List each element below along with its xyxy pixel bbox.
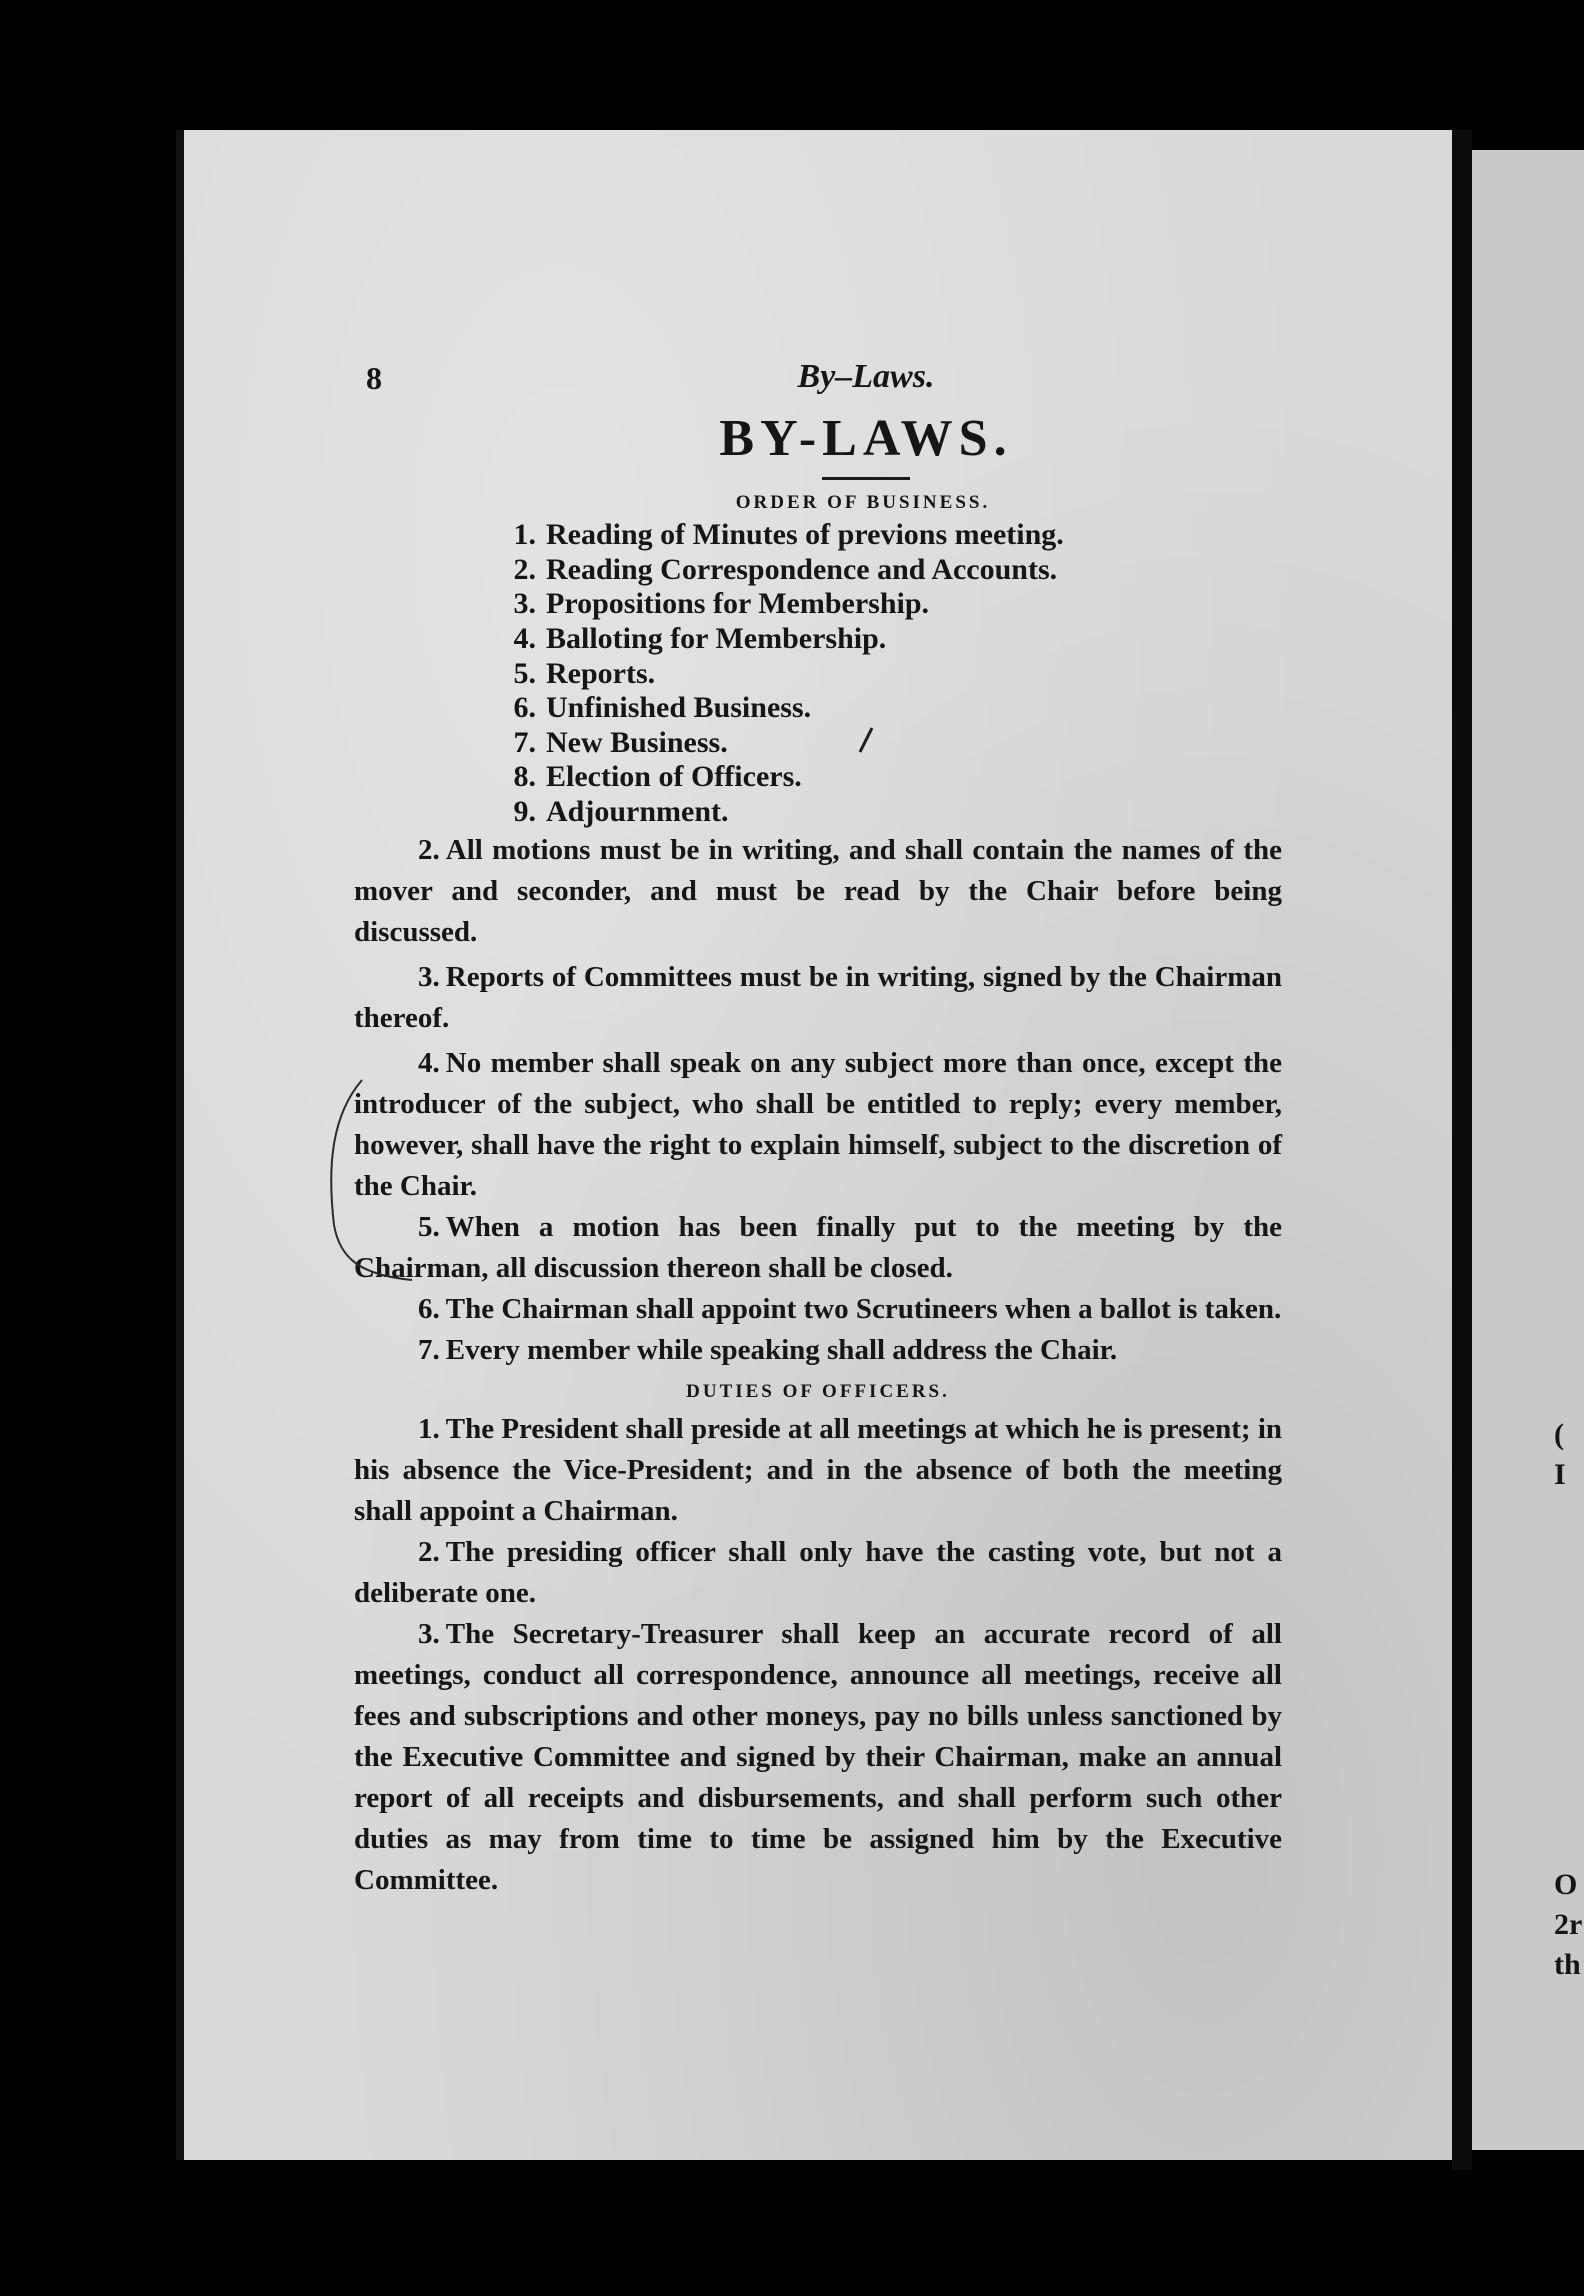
duty-paragraph: 3. The Secretary-Treasurer shall keep an accurate record of all meetings, conduct all correspondence, announce all meetings, receive all fees and subscriptions and other moneys, pay no bills unless sanctioned by the Executive Committee and signed by their Chairman, make an annual report of all receipts and disbursements, and shall perform such other duties as may from time to time be assigned him by the Executive Committee. xyxy=(354,1617,1282,1896)
rule-paragraph: 3. Reports of Committees must be in writing, signed by the Chairman thereof. xyxy=(354,960,1282,1034)
list-item: 1. Reading of Minutes of previons meeting. xyxy=(513,518,1064,552)
list-item: 6. Unfinished Business. xyxy=(513,691,812,725)
list-item: 8. Election of Officers. xyxy=(513,760,802,794)
list-item: 7. New Business. xyxy=(513,725,728,759)
adjacent-page-fragment: I xyxy=(1554,1458,1566,1491)
adjacent-page-fragment: th xyxy=(1554,1948,1581,1981)
duty-paragraph: 2. The presiding officer shall only have the casting vote, but not a deliberate one. xyxy=(354,1535,1282,1609)
rule-paragraph: 6. The Chairman shall appoint two Scrutineers when a ballot is taken. xyxy=(418,1292,1282,1325)
order-of-business-heading: ORDER OF BUSINESS. xyxy=(735,492,991,514)
duties-of-officers-heading: DUTIES OF OFFICERS. xyxy=(686,1380,950,1402)
running-head xyxy=(354,350,1282,410)
rule-paragraph: 5. When a motion has been finally put to the meeting by the Chairman, all discussion thereon shall be closed. xyxy=(354,1210,1282,1284)
list-item: 5. Reports. xyxy=(513,656,656,690)
page-content xyxy=(354,350,1282,1901)
page-left-edge xyxy=(176,130,184,2160)
running-title: By–Laws. xyxy=(797,358,935,395)
duty-paragraph: 1. The President shall preside at all meetings at which he is present; in his absence the Vice-President; and in the absence of both the meeting shall appoint a Chairman. xyxy=(354,1412,1282,1527)
rule-paragraph: 2. All motions must be in writing, and shall contain the names of the mover and seconder, and must be read by the Chair before being discussed. xyxy=(354,833,1282,948)
list-item: 3. Propositions for Membership. xyxy=(513,587,930,621)
rule-paragraph: 4. No member shall speak on any subject more than once, except the introducer of the subject, who shall be entitled to reply; every member, however, shall have the right to explain himself, subject to the discretion of the Chair. xyxy=(354,1046,1282,1202)
adjacent-page-fragment: ( xyxy=(1554,1418,1564,1451)
adjacent-page-fragment: 2r xyxy=(1554,1908,1583,1941)
rule-paragraph: 7. Every member while speaking shall address the Chair. xyxy=(418,1333,1118,1366)
adjacent-page-edge xyxy=(1472,150,1584,2150)
page-number: 8 xyxy=(366,360,382,396)
page-title: BY-LAWS. xyxy=(719,410,1013,467)
list-item: 2. Reading Correspondence and Accounts. xyxy=(513,552,1058,586)
list-item: 4. Balloting for Membership. xyxy=(513,621,887,655)
pencil-tick-mark xyxy=(856,726,876,754)
list-item: 9. Adjournment. xyxy=(513,794,729,828)
pencil-bracket-mark xyxy=(322,1075,432,1285)
page-gutter xyxy=(1452,130,1472,2170)
order-of-business-list xyxy=(494,518,1282,829)
title-rule xyxy=(822,477,910,480)
adjacent-page-fragment: O xyxy=(1554,1868,1578,1901)
